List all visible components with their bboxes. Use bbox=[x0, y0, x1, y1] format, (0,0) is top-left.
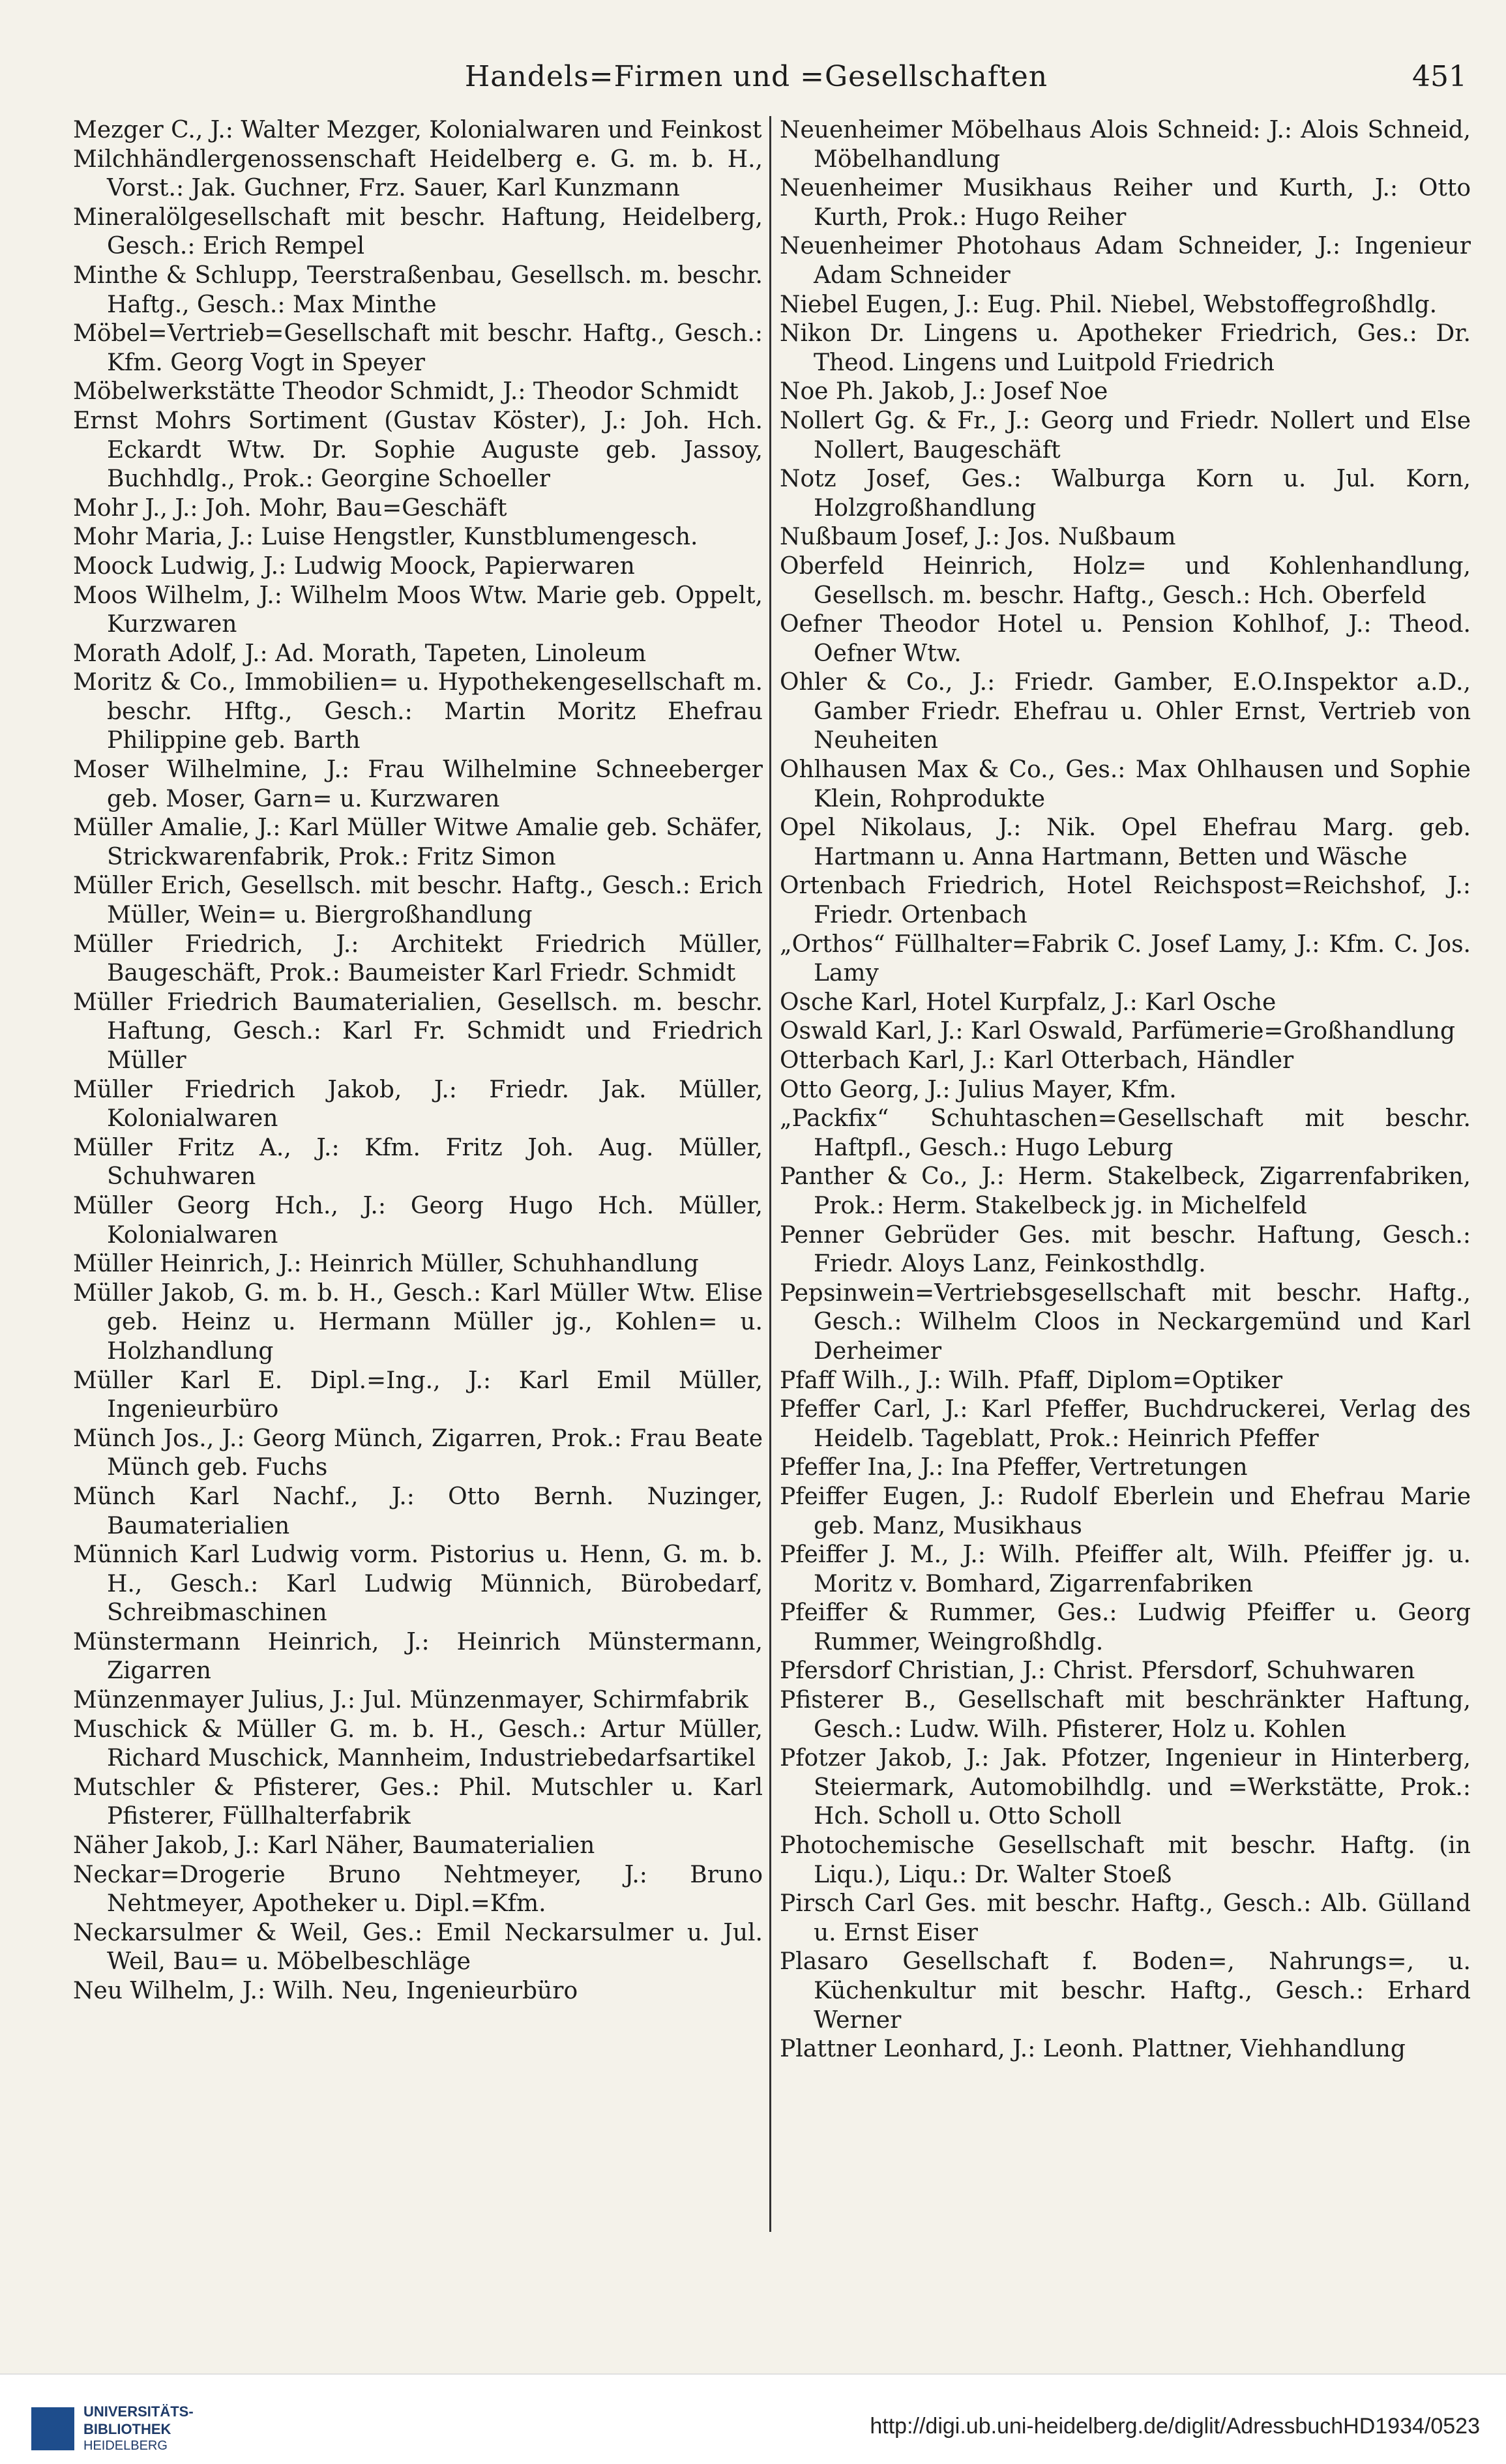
directory-entry: Mutschler & Pfisterer, Ges.: Phil. Mutschler u. Karl Pfisterer, Füllhalterfabrik bbox=[73, 1774, 763, 1830]
directory-entry: „Packfix“ Schuhtaschen=Gesellschaft mit beschr. Haftpfl., Gesch.: Hugo Leburg bbox=[780, 1105, 1471, 1161]
directory-entry: Pfeiffer J. M., J.: Wilh. Pfeiffer alt, Wilh. Pfeiffer jg. u. Moritz v. Bomhard, Zigarrenfabriken bbox=[780, 1541, 1471, 1597]
page-header bbox=[0, 60, 1506, 112]
directory-entry: Müller Jakob, G. m. b. H., Gesch.: Karl Müller Wtw. Elise geb. Heinz u. Hermann Müller jg., Kohlen= u. Holzhandlung bbox=[73, 1279, 763, 1365]
directory-entry: Muschick & Müller G. m. b. H., Gesch.: Artur Müller, Richard Muschick, Mannheim, Industriebedarfsartikel bbox=[73, 1715, 763, 1772]
directory-entry: Moos Wilhelm, J.: Wilhelm Moos Wtw. Marie geb. Oppelt, Kurzwaren bbox=[73, 582, 763, 638]
directory-entry: Photochemische Gesellschaft mit beschr. Haftg. (in Liqu.), Liqu.: Dr. Walter Stoeß bbox=[780, 1832, 1471, 1888]
directory-entry: Möbel=Vertrieb=Gesellschaft mit beschr. Haftg., Gesch.: Kfm. Georg Vogt in Speyer bbox=[73, 320, 763, 376]
directory-entry: Moock Ludwig, J.: Ludwig Moock, Papierwaren bbox=[73, 552, 635, 580]
directory-entry: Pfeffer Ina, J.: Ina Pfeffer, Vertretungen bbox=[780, 1454, 1248, 1481]
directory-entry: Näher Jakob, J.: Karl Näher, Baumaterialien bbox=[73, 1832, 595, 1860]
directory-entry: Müller Friedrich, J.: Architekt Friedrich Müller, Baugeschäft, Prok.: Baumeister Karl Friedr. Schmidt bbox=[73, 930, 763, 987]
directory-entry: Neckarsulmer & Weil, Ges.: Emil Neckarsulmer u. Jul. Weil, Bau= u. Möbelbeschläge bbox=[73, 1919, 763, 1976]
directory-entry: Ernst Mohrs Sortiment (Gustav Köster), J.: Joh. Hch. Eckardt Wtw. Dr. Sophie Auguste geb. Jassoy, Buchhdlg., Prok.: Georgine Schoeller bbox=[73, 407, 763, 493]
directory-entry: Müller Friedrich Jakob, J.: Friedr. Jak. Müller, Kolonialwaren bbox=[73, 1076, 763, 1133]
directory-entry: Nußbaum Josef, J.: Jos. Nußbaum bbox=[780, 524, 1176, 551]
directory-entry: Münch Karl Nachf., J.: Otto Bernh. Nuzinger, Baumaterialien bbox=[73, 1483, 763, 1539]
column-divider bbox=[769, 116, 771, 2232]
left-column bbox=[73, 116, 763, 2229]
directory-entry: Otterbach Karl, J.: Karl Otterbach, Händler bbox=[780, 1047, 1294, 1074]
directory-entry: Oefner Theodor Hotel u. Pension Kohlhof, J.: Theod. Oefner Wtw. bbox=[780, 611, 1471, 667]
directory-entry: Münzenmayer Julius, J.: Jul. Münzenmayer, Schirmfabrik bbox=[73, 1687, 748, 1714]
directory-entry: Milchhändlergenossenschaft Heidelberg e. G. m. b. H., Vorst.: Jak. Guchner, Frz. Sauer, Karl Kunzmann bbox=[73, 145, 763, 202]
directory-entry: Penner Gebrüder Ges. mit beschr. Haftung, Gesch.: Friedr. Aloys Lanz, Feinkosthdlg. bbox=[780, 1221, 1471, 1278]
directory-entry: Müller Karl E. Dipl.=Ing., J.: Karl Emil Müller, Ingenieurbüro bbox=[73, 1367, 763, 1423]
library-logo-icon bbox=[31, 2407, 74, 2450]
directory-entry: Osche Karl, Hotel Kurpfalz, J.: Karl Osche bbox=[780, 988, 1277, 1016]
directory-entry: Müller Friedrich Baumaterialien, Gesellsch. m. beschr. Haftung, Gesch.: Karl Fr. Schmidt und Friedrich Müller bbox=[73, 988, 763, 1074]
directory-entry: Noe Ph. Jakob, J.: Josef Noe bbox=[780, 378, 1108, 406]
directory-entry: Ohler & Co., J.: Friedr. Gamber, E.O.Inspektor a.D., Gamber Friedr. Ehefrau u. Ohler Ernst, Vertrieb von Neuheiten bbox=[780, 669, 1471, 754]
directory-entry: Nollert Gg. & Fr., J.: Georg und Friedr. Nollert und Else Nollert, Baugeschäft bbox=[780, 407, 1471, 464]
directory-entry: „Orthos“ Füllhalter=Fabrik C. Josef Lamy, J.: Kfm. C. Jos. Lamy bbox=[780, 930, 1471, 987]
directory-entry: Mohr J., J.: Joh. Mohr, Bau=Geschäft bbox=[73, 494, 507, 522]
directory-entry: Müller Erich, Gesellsch. mit beschr. Haftg., Gesch.: Erich Müller, Wein= u. Biergroßhandlung bbox=[73, 872, 763, 929]
directory-entry: Neuenheimer Musikhaus Reiher und Kurth, J.: Otto Kurth, Prok.: Hugo Reiher bbox=[780, 175, 1471, 231]
directory-entry: Münstermann Heinrich, J.: Heinrich Münstermann, Zigarren bbox=[73, 1628, 763, 1685]
directory-entry: Oberfeld Heinrich, Holz= und Kohlenhandlung, Gesellsch. m. beschr. Haftg., Gesch.: Hch. Oberfeld bbox=[780, 552, 1471, 609]
directory-entry: Möbelwerkstätte Theodor Schmidt, J.: Theodor Schmidt bbox=[73, 378, 739, 406]
directory-entry: Müller Amalie, J.: Karl Müller Witwe Amalie geb. Schäfer, Strickwarenfabrik, Prok.: Fritz Simon bbox=[73, 814, 763, 870]
directory-entry: Pirsch Carl Ges. mit beschr. Haftg., Gesch.: Alb. Gülland u. Ernst Eiser bbox=[780, 1890, 1471, 1946]
directory-entry: Müller Georg Hch., J.: Georg Hugo Hch. Müller, Kolonialwaren bbox=[73, 1192, 763, 1249]
directory-entry: Müller Heinrich, J.: Heinrich Müller, Schuhhandlung bbox=[73, 1251, 699, 1278]
directory-entry: Nikon Dr. Lingens u. Apotheker Friedrich, Ges.: Dr. Theod. Lingens und Luitpold Friedrich bbox=[780, 320, 1471, 376]
directory-entry: Otto Georg, J.: Julius Mayer, Kfm. bbox=[780, 1076, 1177, 1103]
directory-entry: Ortenbach Friedrich, Hotel Reichspost=Reichshof, J.: Friedr. Ortenbach bbox=[780, 872, 1471, 929]
directory-entry: Pfisterer B., Gesellschaft mit beschränkter Haftung, Gesch.: Ludw. Wilh. Pfisterer, Holz u. Kohlen bbox=[780, 1687, 1471, 1743]
directory-entry: Pfaff Wilh., J.: Wilh. Pfaff, Diplom=Optiker bbox=[780, 1367, 1283, 1394]
directory-entry: Plattner Leonhard, J.: Leonh. Plattner, Viehhandlung bbox=[780, 2036, 1406, 2063]
page-number: 451 bbox=[1412, 60, 1467, 93]
directory-entry: Mineralölgesellschaft mit beschr. Haftung, Heidelberg, Gesch.: Erich Rempel bbox=[73, 203, 763, 260]
directory-entry: Mezger C., J.: Walter Mezger, Kolonialwaren und Feinkost bbox=[73, 117, 762, 143]
directory-entry: Pfeffer Carl, J.: Karl Pfeffer, Buchdruckerei, Verlag des Heidelb. Tageblatt, Prok.: Heinrich Pfeffer bbox=[780, 1396, 1471, 1452]
directory-entry: Müller Fritz A., J.: Kfm. Fritz Joh. Aug. Müller, Schuhwaren bbox=[73, 1134, 763, 1191]
running-head-title: Handels=Firmen und =Gesellschaften bbox=[464, 60, 1048, 93]
directory-entry: Niebel Eugen, J.: Eug. Phil. Niebel, Webstoffegroßhdlg. bbox=[780, 291, 1438, 318]
logo-text-line3: HEIDELBERG bbox=[83, 2439, 168, 2453]
directory-entry: Neu Wilhelm, J.: Wilh. Neu, Ingenieurbüro bbox=[73, 1978, 578, 2004]
directory-entry: Münch Jos., J.: Georg Münch, Zigarren, Prok.: Frau Beate Münch geb. Fuchs bbox=[73, 1425, 763, 1481]
viewer-footer bbox=[0, 2373, 1506, 2464]
directory-entry: Plasaro Gesellschaft f. Boden=, Nahrungs=, u. Küchenkultur mit beschr. Haftg., Gesch.: Erhard Werner bbox=[780, 1948, 1471, 2034]
directory-entry: Neuenheimer Photohaus Adam Schneider, J.: Ingenieur Adam Schneider bbox=[780, 233, 1471, 289]
right-column bbox=[780, 116, 1471, 2229]
directory-entry: Moritz & Co., Immobilien= u. Hypothekengesellschaft m. beschr. Hftg., Gesch.: Martin Moritz Ehefrau Philippine geb. Barth bbox=[73, 669, 763, 754]
directory-entry: Pfotzer Jakob, J.: Jak. Pfotzer, Ingenieur in Hinterberg, Steiermark, Automobilhdlg. und =Werkstätte, Prok.: Hch. Scholl u. Otto Scholl bbox=[780, 1745, 1471, 1830]
directory-entry: Neckar=Drogerie Bruno Nehtmeyer, J.: Bruno Nehtmeyer, Apotheker u. Dipl.=Kfm. bbox=[73, 1861, 763, 1918]
directory-entry: Ohlhausen Max & Co., Ges.: Max Ohlhausen und Sophie Klein, Rohprodukte bbox=[780, 756, 1471, 812]
directory-entry: Panther & Co., J.: Herm. Stakelbeck, Zigarrenfabriken, Prok.: Herm. Stakelbeck jg. in Michelfeld bbox=[780, 1163, 1471, 1219]
directory-entry: Moser Wilhelmine, J.: Frau Wilhelmine Schneeberger geb. Moser, Garn= u. Kurzwaren bbox=[73, 756, 763, 812]
directory-entry: Mohr Maria, J.: Luise Hengstler, Kunstblumengesch. bbox=[73, 524, 698, 551]
directory-entry: Minthe & Schlupp, Teerstraßenbau, Gesellsch. m. beschr. Haftg., Gesch.: Max Minthe bbox=[73, 261, 763, 318]
library-logo[interactable] bbox=[31, 2403, 227, 2456]
logo-text-line1: UNIVERSITÄTS- bbox=[83, 2403, 194, 2420]
directory-entry: Pfeiffer Eugen, J.: Rudolf Eberlein und Ehefrau Marie geb. Manz, Musikhaus bbox=[780, 1483, 1471, 1539]
directory-entry: Oswald Karl, J.: Karl Oswald, Parfümerie=Großhandlung bbox=[780, 1018, 1456, 1045]
directory-entry: Pfeiffer & Rummer, Ges.: Ludwig Pfeiffer u. Georg Rummer, Weingroßhdlg. bbox=[780, 1599, 1471, 1655]
directory-entry: Münnich Karl Ludwig vorm. Pistorius u. Henn, G. m. b. H., Gesch.: Karl Ludwig Münnich, Bürobedarf, Schreibmaschinen bbox=[73, 1541, 763, 1627]
source-url-link[interactable]: http://digi.ub.uni-heidelberg.de/diglit/AdressbuchHD1934/0523 bbox=[870, 2414, 1480, 2439]
directory-entry: Morath Adolf, J.: Ad. Morath, Tapeten, Linoleum bbox=[73, 640, 647, 667]
directory-entry: Neuenheimer Möbelhaus Alois Schneid: J.: Alois Schneid, Möbelhandlung bbox=[780, 117, 1471, 173]
directory-entry: Notz Josef, Ges.: Walburga Korn u. Jul. Korn, Holzgroßhandlung bbox=[780, 466, 1471, 522]
directory-entry: Pfersdorf Christian, J.: Christ. Pfersdorf, Schuhwaren bbox=[780, 1657, 1415, 1685]
directory-entry: Pepsinwein=Vertriebsgesellschaft mit beschr. Haftg., Gesch.: Wilhelm Cloos in Neckargemünd und Karl Derheimer bbox=[780, 1279, 1471, 1365]
logo-text-line2: BIBLIOTHEK bbox=[83, 2421, 171, 2437]
directory-entry: Opel Nikolaus, J.: Nik. Opel Ehefrau Marg. geb. Hartmann u. Anna Hartmann, Betten und Wäsche bbox=[780, 814, 1471, 870]
